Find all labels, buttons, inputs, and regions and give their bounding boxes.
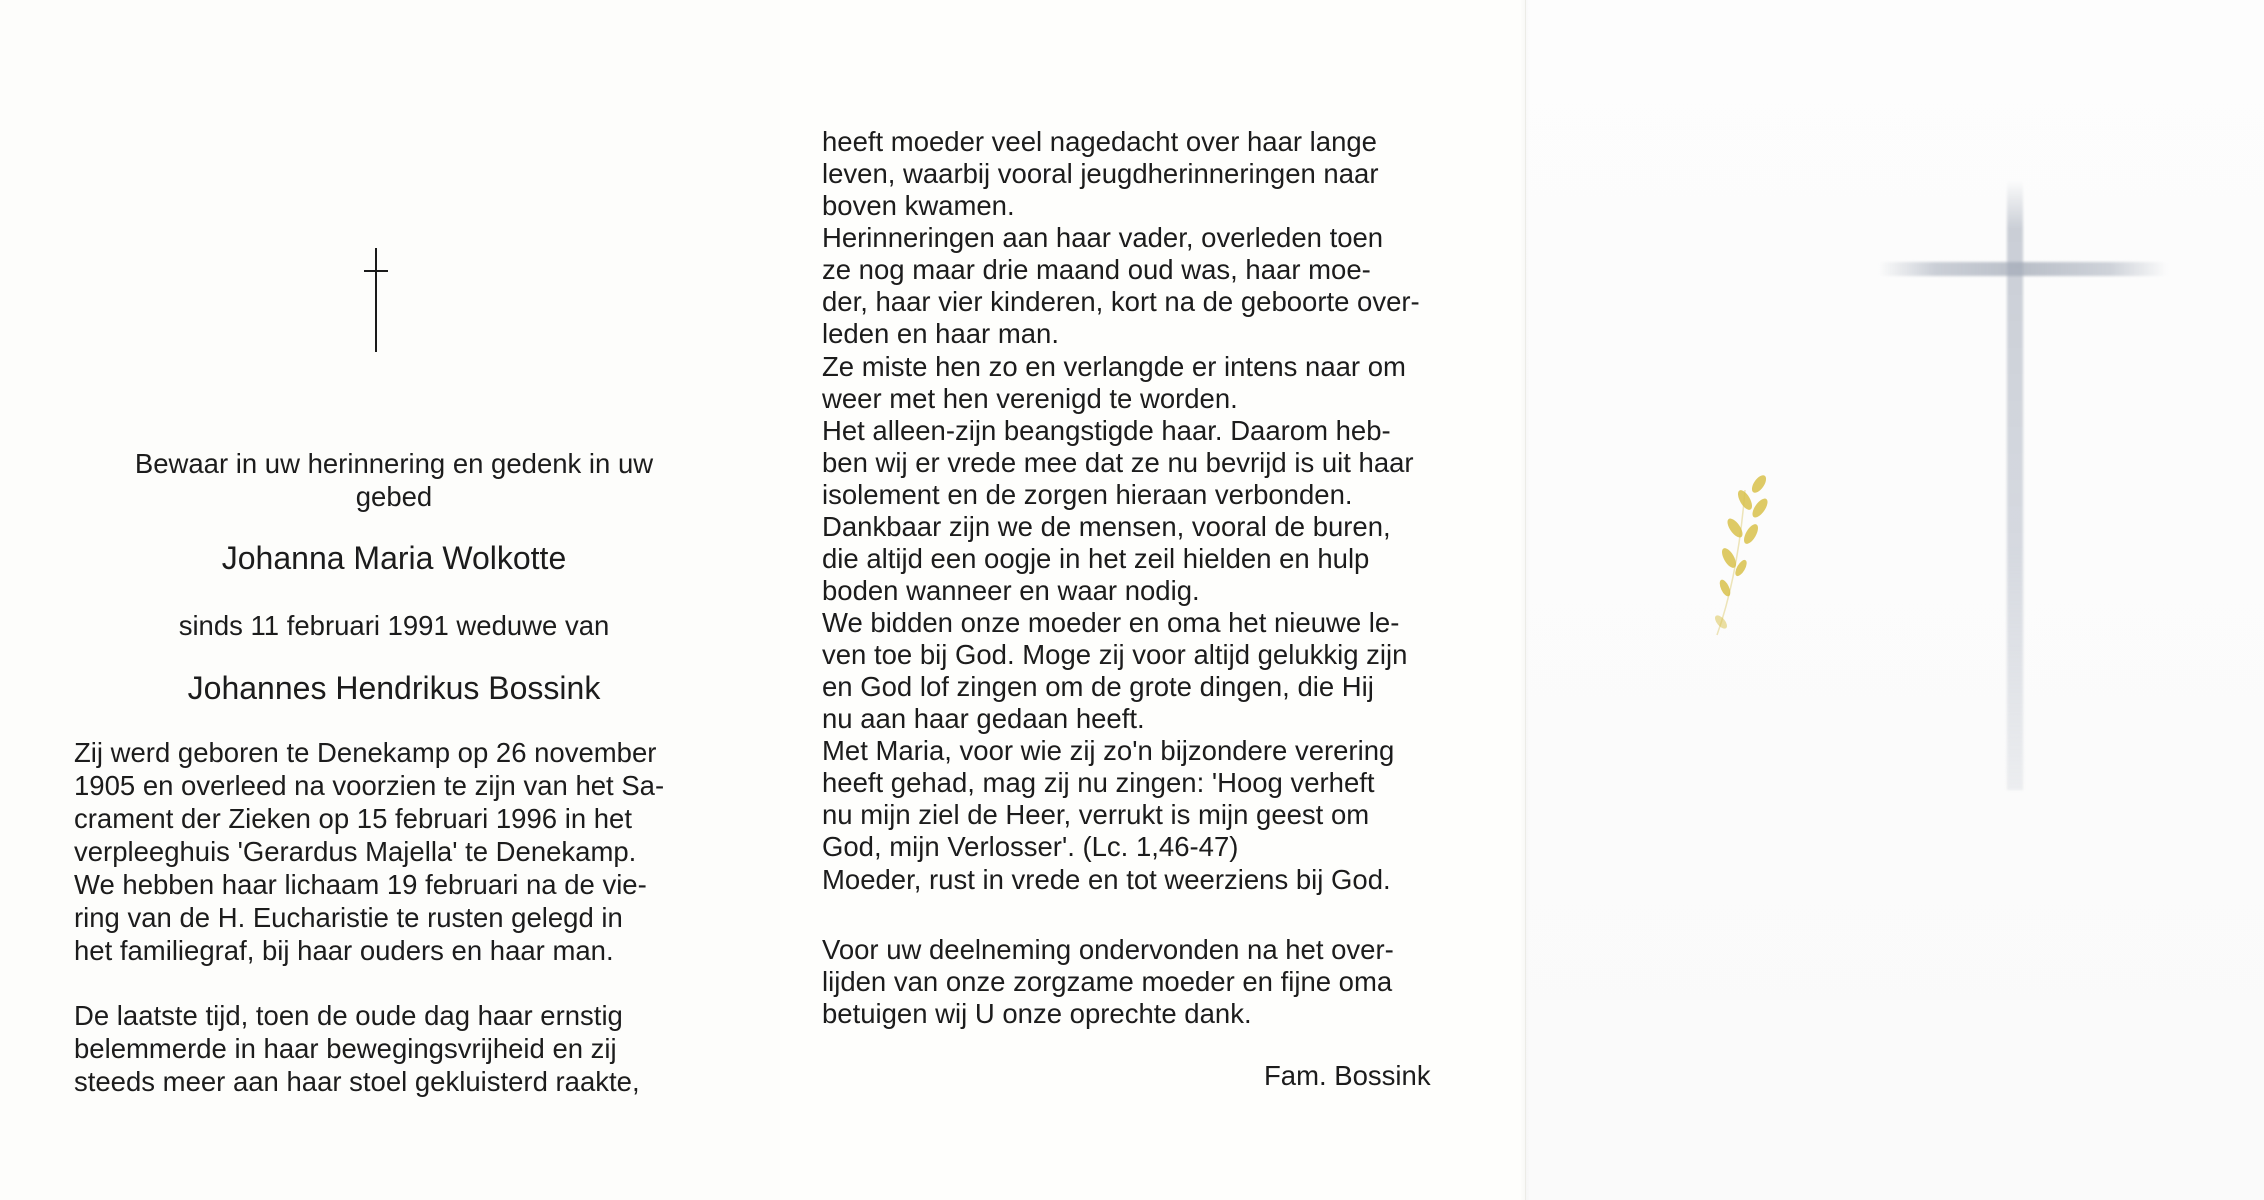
- widow-line: sinds 11 februari 1991 weduwe van: [178, 610, 610, 641]
- text-line: Voor uw deelneming ondervonden na het over-: [822, 934, 1394, 965]
- text-line: 1905 en overleed na voorzien te zijn van het Sa-: [74, 770, 665, 801]
- fold-line: [1520, 0, 1530, 1200]
- text-line: crament der Zieken op 15 februari 1996 in het: [74, 803, 632, 834]
- deceased-name: Johanna Maria Wolkotte: [221, 540, 567, 576]
- text-line: Moeder, rust in vrede en tot weerziens bij God.: [822, 864, 1391, 895]
- text-line: God, mijn Verlosser'. (Lc. 1,46-47): [822, 831, 1239, 862]
- text-line: Ze miste hen zo en verlangde er intens naar om: [822, 351, 1406, 382]
- text-line: Herinneringen aan haar vader, overleden toen: [822, 222, 1384, 253]
- intro-line-1: Bewaar in uw herinnering en gedenk in uw: [134, 448, 654, 479]
- text-line: betuigen wij U onze oprechte dank.: [822, 998, 1252, 1029]
- text-line: Dankbaar zijn we de mensen, vooral de buren,: [822, 511, 1391, 542]
- text-line: De laatste tijd, toen de oude dag haar ernstig: [74, 1000, 623, 1031]
- text-line: ben wij er vrede mee dat ze nu bevrijd is uit haar: [822, 447, 1414, 478]
- cross-icon: [356, 248, 396, 356]
- text-line: leven, waarbij vooral jeugdherinneringen naar: [822, 158, 1379, 189]
- text-line: ven toe bij God. Moge zij voor altijd gelukkig zijn: [822, 639, 1408, 670]
- text-line: die altijd een oogje in het zeil hielden en hulp: [822, 543, 1370, 574]
- text-line: heeft moeder veel nagedacht over haar lange: [822, 126, 1377, 157]
- text-line: weer met hen verenigd te worden.: [822, 383, 1238, 414]
- text-line: leden en haar man.: [822, 318, 1059, 349]
- text-line: Zij werd geboren te Denekamp op 26 november: [74, 737, 657, 768]
- text-line: boven kwamen.: [822, 190, 1015, 221]
- husband-name: Johannes Hendrikus Bossink: [187, 670, 601, 706]
- text-line: ze nog maar drie maand oud was, haar moe-: [822, 254, 1371, 285]
- text-line: het familiegraf, bij haar ouders en haar man.: [74, 935, 614, 966]
- text-line: We bidden onze moeder en oma het nieuwe le-: [822, 607, 1400, 638]
- text-line: isolement en de zorgen hieraan verbonden.: [822, 479, 1353, 510]
- text-line: Het alleen-zijn beangstigde haar. Daarom heb-: [822, 415, 1391, 446]
- text-line: We hebben haar lichaam 19 februari na de vie-: [74, 869, 647, 900]
- wheat-icon: [1705, 470, 1785, 640]
- text-line: Met Maria, voor wie zij zo'n bijzondere verering: [822, 735, 1395, 766]
- text-line: lijden van onze zorgzame moeder en fijne oma: [822, 966, 1393, 997]
- signature: Fam. Bossink: [1264, 1060, 1431, 1091]
- text-line: ring van de H. Eucharistie te rusten gelegd in: [74, 902, 623, 933]
- text-line: boden wanneer en waar nodig.: [822, 575, 1200, 606]
- text-line: steeds meer aan haar stoel gekluisterd raakte,: [74, 1066, 640, 1097]
- intro-line-2: gebed: [355, 481, 433, 512]
- text-line: verpleeghuis 'Gerardus Majella' te Denekamp.: [74, 836, 637, 867]
- cross-icon: [1870, 160, 2170, 640]
- text-line: heeft gehad, mag zij nu zingen: 'Hoog verheft: [822, 767, 1375, 798]
- text-line: belemmerde in haar bewegingsvrijheid en zij: [74, 1033, 617, 1064]
- text-line: nu mijn ziel de Heer, verrukt is mijn geest om: [822, 799, 1370, 830]
- text-line: en God lof zingen om de grote dingen, die Hij: [822, 671, 1374, 702]
- text-line: der, haar vier kinderen, kort na de geboorte over-: [822, 286, 1420, 317]
- text-line: nu aan haar gedaan heeft.: [822, 703, 1145, 734]
